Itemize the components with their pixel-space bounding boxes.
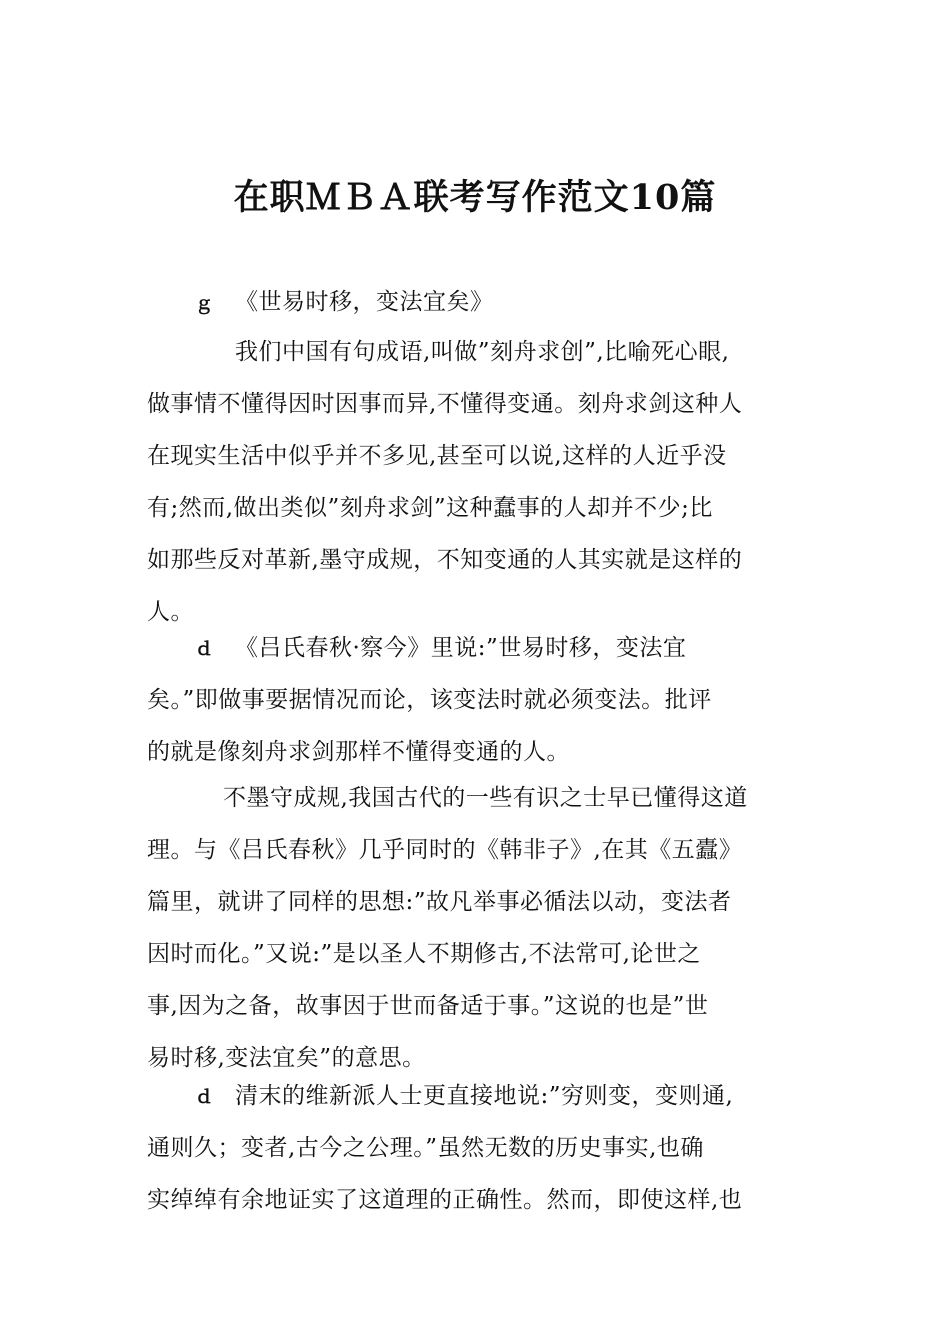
paragraph-line: 人。 (147, 599, 194, 625)
paragraph-line: 理。与《吕氏春秋》几乎同时的《韩非子》,在其《五蠹》 (147, 837, 743, 863)
paragraph-line: 事,因为之备，故事因于世而备适于事。”这说的也是”世 (147, 993, 709, 1019)
paragraph-line: 通则久；变者,古今之公理。”虽然无数的历史事实,也确 (147, 1135, 704, 1161)
paragraph-line: 有;然而,做出类似”刻舟求剑”这种蠢事的人却并不少;比 (147, 495, 713, 521)
paragraph-line: 我们中国有句成语,叫做”刻舟求创”,比喻死心眼, (235, 339, 730, 365)
paragraph-line: 如那些反对革新,墨守成规，不知变通的人其实就是这样的 (147, 547, 743, 573)
essay-heading-text: 《世易时移，变法宜矣》 (235, 289, 494, 315)
paragraph-line: 在现实生活中似乎并不多见,甚至可以说,这样的人近乎没 (147, 443, 727, 469)
paragraph-line: 篇里，就讲了同样的思想:”故凡举事必循法以动，变法者 (147, 889, 732, 915)
paragraph-2 (147, 622, 807, 778)
paragraph-line: 因时而化。”又说:”是以圣人不期修古,不法常可,论世之 (147, 941, 701, 967)
paragraph-4 (147, 1070, 807, 1226)
bullet-marker: ｄ (195, 1087, 214, 1108)
paragraph-line: 的就是像刻舟求剑那样不懂得变通的人。 (147, 739, 570, 765)
paragraph-line: 不墨守成规,我国古代的一些有识之士早已懂得这道 (223, 785, 748, 811)
document-title: 在职ＭＢＡ联考写作范文10篇 (233, 177, 717, 218)
bullet-marker: ｄ (195, 639, 214, 660)
paragraph-line: 做事情不懂得因时因事而异,不懂得变通。刻舟求剑这种人 (147, 391, 743, 417)
paragraph-1 (147, 326, 807, 638)
paragraph-line: 易时移,变法宜矣”的意思。 (147, 1045, 426, 1071)
paragraph-line: 实绰绰有余地证实了这道理的正确性。然而，即使这样,也 (147, 1187, 743, 1213)
bullet-marker: ｇ (195, 293, 214, 314)
paragraph-line: 《吕氏春秋·察今》里说:”世易时移，变法宜 (235, 635, 687, 661)
essay-heading (147, 276, 807, 328)
paragraph-line: 矣。”即做事要据情况而论，该变法时就必须变法。批评 (147, 687, 712, 713)
paragraph-line: 清末的维新派人士更直接地说:”穷则变，变则通, (235, 1083, 734, 1109)
paragraph-3 (147, 772, 807, 1084)
